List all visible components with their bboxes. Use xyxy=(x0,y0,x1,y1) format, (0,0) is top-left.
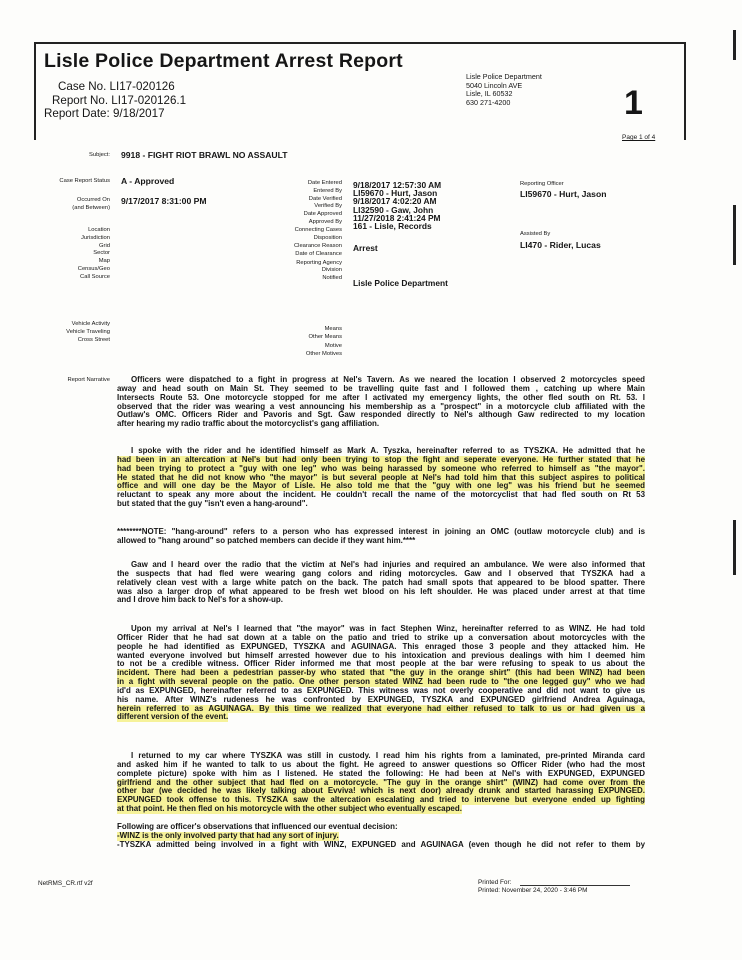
narrative-line-highlighted: -WINZ is the only involved party that had any sort of injury. xyxy=(117,830,339,840)
narrative-line-highlighted: He stated that he did not know who "the mayor" is but several people at Nel's had told him that this subject aspires to political xyxy=(117,472,645,482)
narrative-line: and asked him if he wanted to talk to us about the fight. He agreed to answer questions so Officer Rider (who had the most xyxy=(117,759,645,769)
narrative-line: but stated that the guy "isn't even a hang-around". xyxy=(117,499,308,509)
narrative-line: ********NOTE: "hang-around" refers to a person who has expressed interest in joining an OMC (outlaw motorcycle club) and is xyxy=(117,527,645,536)
reporting-officer-value: LI59670 - Hurt, Jason xyxy=(520,189,607,199)
print-info xyxy=(478,879,587,894)
narrative-line: the suspects that had fled were wearing gang colors and riding motorcycles. Gaw and I observed that TYSZKA had a xyxy=(117,568,645,578)
field-label: Date of Clearance xyxy=(295,250,342,257)
narrative-line: Gaw and I heard over the radio that the victim at Nel's had injuries and required an ambulance. We were also informed that xyxy=(131,560,645,569)
field-label: Division xyxy=(321,267,342,274)
field-value: 9/18/2017 4:02:20 AM xyxy=(353,196,437,207)
field-value xyxy=(353,295,448,303)
occurred-on-label: Occurred On xyxy=(76,197,110,203)
narrative-line-highlighted: other bar (we decided he was likely talking about Evviva! which is next door) already drunk and started harassing EXPUNGED. xyxy=(117,786,645,796)
narrative-line-highlighted: different version of the event. xyxy=(117,712,229,722)
address-line: Lisle, IL 60532 xyxy=(466,89,513,99)
narrative-line: after hearing my radio traffic about the motorcyclist's gang affiliation. xyxy=(117,419,380,429)
field-label: Clearance Reason xyxy=(293,243,342,249)
narrative-paragraph-1 xyxy=(117,376,645,429)
motive-labels xyxy=(250,325,342,359)
record-labels xyxy=(250,180,342,283)
case-number: Case No. LI17-020126 xyxy=(58,80,175,93)
record-values xyxy=(353,181,448,303)
field-label: Census/Geo xyxy=(77,265,110,272)
narrative-line-highlighted: at that point. He then fled on his motorcycle with the other subject who eventually escaped. xyxy=(117,804,462,814)
field-label: Date Verified xyxy=(308,195,342,202)
narrative-line: Outlaw's OMC. Officers Rider and Pavoris and Sgt. Gaw responded directly to Nel's although Gaw redirected to my location xyxy=(117,410,645,420)
narrative-line-highlighted: had been trying to protect a "guy with one leg" who was being harassed by someone who referred to himself as "the mayor". xyxy=(117,463,645,473)
field-value: 11/27/2018 2:41:24 PM xyxy=(353,212,441,223)
narrative-line: his name. After WINZ's rudeness he was confronted by EXPUNGED, TYSZKA and EXPUNGED girlfriend Andrea Aguinaga, xyxy=(117,694,645,704)
field-label: Reporting Agency xyxy=(296,259,342,266)
subject-label: Subject: xyxy=(89,152,110,158)
narrative-line: observed that the rider was wearing a vest announcing his membership as a "prospect" in a motorcycle club affiliated with the xyxy=(117,401,645,411)
field-label: Notified xyxy=(322,275,342,281)
narrative-line-highlighted: incident. There had been a pedestrian passer-by who stated that "the guy in the orange shirt" (this had been WINZ) had been xyxy=(117,668,645,678)
narrative-paragraph-4 xyxy=(117,625,645,722)
department-address xyxy=(466,73,542,108)
field-value: 161 - Lisle, Records xyxy=(353,220,432,231)
location-labels xyxy=(40,227,110,282)
field-label: Sector xyxy=(93,250,110,257)
field-label: Other Means xyxy=(308,334,342,341)
field-label: Verified By xyxy=(314,203,342,210)
field-label: Vehicle Activity xyxy=(71,321,110,327)
narrative-line: Officers were dispatched to a fight in progress at Nel's Tavern. As we neared the location I observed 2 motorcycles speed xyxy=(131,375,645,384)
form-identifier: NetRMS_CR.rtf v2f xyxy=(38,880,93,887)
narrative-line-highlighted: EXPUNGED took offense to this. TYSZKA saw the altercation escalating and tried to intervene but everyone ended up fighting xyxy=(117,795,645,805)
narrative-label: Report Narrative xyxy=(67,377,110,383)
report-title: Lisle Police Department Arrest Report xyxy=(44,50,403,72)
field-label: Date Entered xyxy=(307,180,342,186)
narrative-line: -TYSZKA admitted being involved in a fight with WINZ, EXPUNGED and AGUINAGA (even though he did not refer to them by xyxy=(117,839,645,849)
field-label: Date Approved xyxy=(303,211,342,217)
field-value: LI32590 - Gaw, John xyxy=(353,204,434,215)
field-label: Jurisdiction xyxy=(81,234,110,241)
narrative-paragraph-3 xyxy=(117,561,645,605)
field-label: Grid xyxy=(99,242,110,249)
field-value xyxy=(353,261,448,269)
narrative-line-highlighted: herein referred to as AGUINAGA. By this time we realized that everyone had either refused to talk to us or had given us a xyxy=(117,703,645,713)
field-label: Cross Street xyxy=(77,336,110,343)
narrative-line-highlighted: had been in an altercation at Nel's but had only been trying to stop the fight and seperate everyone. He further stated that he xyxy=(117,454,645,464)
narrative-note xyxy=(117,528,645,546)
narrative-line-highlighted: office and will one day be the Mayor of Lisle. He also told me that the "guy with one leg" was his friend but he seemed xyxy=(117,481,645,491)
field-label: Entered By xyxy=(313,187,342,194)
address-line: 5040 Lincoln AVE xyxy=(466,80,523,90)
narrative-line: id'd as EXPUNGED, hereinafter referred to as EXPUNGED. This witness was not overly cooperative and did not want to give us xyxy=(117,685,645,695)
report-date: Report Date: 9/18/2017 xyxy=(44,107,165,120)
narrative-line: was also a larger drop of what appeared to be fresh wet blood on his left shoulder. He was placed under arrest at that time xyxy=(117,586,645,596)
field-value: LI59670 - Hurt, Jason xyxy=(353,188,438,199)
assisted-by-value: LI470 - Rider, Lucas xyxy=(520,240,601,250)
page-indicator: Page 1 of 4 xyxy=(622,134,656,141)
narrative-line: people he had identified as EXPUNGED, TYSZKA and AGUINAGA. This enraged those 3 people and they attacked him. He xyxy=(117,641,645,651)
field-value: 9/18/2017 12:57:30 AM xyxy=(353,180,442,190)
report-number: Report No. LI17-020126.1 xyxy=(52,93,187,107)
field-value xyxy=(353,287,448,295)
narrative-line: to not be a credible witness. Officer Rider informed me that most people at the bar were refusing to speak to us about the xyxy=(117,659,645,669)
address-line: 630 271-4200 xyxy=(466,98,511,108)
narrative-line: wanted everyone involved but himself arrested however due to his intoxication and previous dealings with him I deemed him xyxy=(117,650,645,660)
report-sequence-number: 1 xyxy=(624,84,643,122)
field-label: Call Source xyxy=(80,273,110,280)
narrative-observations xyxy=(117,823,645,850)
field-value xyxy=(353,230,448,238)
narrative-line: I returned to my car where TYSZKA was still in custody. I read him his rights from a laminated, pre-printed Miranda card xyxy=(131,751,645,760)
address-line: Lisle Police Department xyxy=(466,72,542,81)
printed-for-label: Printed For: xyxy=(478,879,512,886)
vehicle-labels xyxy=(40,321,110,344)
case-status-value: A - Approved xyxy=(121,176,175,186)
narrative-paragraph-2 xyxy=(117,447,645,509)
assisted-by-label: Assisted By xyxy=(520,231,551,237)
narrative-line: and I drove him back to Nel's for a show-up. xyxy=(117,595,283,605)
occurred-on-value: 9/17/2017 8:31:00 PM xyxy=(121,196,207,206)
narrative-line-highlighted: girlfriend and the other subject that had fled on a motorcycle. "The guy in the orange shirt" (WINZ) had come over from the xyxy=(117,777,645,787)
field-label: Connecting Cases xyxy=(294,226,342,233)
case-status-label: Case Report Status xyxy=(59,178,110,184)
narrative-line-highlighted: in a fight with several people on the patio. One other person stated WINZ had been rude to "the one legged guy" who we had xyxy=(117,677,645,687)
narrative-line: complete picture) spoke with him as I listened. He stated the following: He had been at Nel's with EXPUNGED, EXPUNGED xyxy=(117,768,645,778)
field-label: Motive xyxy=(324,342,342,349)
field-value xyxy=(353,253,448,261)
and-between-label: (and Between) xyxy=(72,205,110,211)
field-label: Approved By xyxy=(308,218,342,225)
field-label: Map xyxy=(98,258,110,265)
narrative-line: Intersects Route 53. One motorcycle stopped for me after I activated my emergency lights, the other fled south on Rt. 53. I xyxy=(117,392,645,402)
field-label: Means xyxy=(324,326,342,332)
narrative-line: I spoke with the rider and he identified himself as Mark A. Tyszka, hereinafter referred to as TYSZKA. He admitted that he xyxy=(131,446,645,455)
narrative-line: Following are officer's observations that influenced our eventual decision: xyxy=(117,822,398,831)
scan-edge-mark xyxy=(733,520,736,575)
field-label: Location xyxy=(88,227,110,233)
narrative-line: Officer Rider that he had sat down at a table on the patio and tried to strike up a conversation about motorcycles with the xyxy=(117,632,645,642)
narrative-line: reluctant to speak any more about the incident. He couldn't recall the name of the motorcyclist that had fled south on Rt 53 xyxy=(117,490,645,500)
field-label: Other Motives xyxy=(305,351,342,358)
scan-edge-mark xyxy=(733,205,736,265)
narrative-line: allowed to "hang around" so patched members can decide if they want him.**** xyxy=(117,535,416,545)
narrative-paragraph-5 xyxy=(117,752,645,814)
printed-date: Printed: November 24, 2020 - 3:46 PM xyxy=(478,886,588,894)
subject-value: 9918 - FIGHT RIOT BRAWL NO ASSAULT xyxy=(121,150,288,160)
field-label: Disposition xyxy=(313,235,342,242)
reporting-officer-label: Reporting Officer xyxy=(520,181,564,187)
disposition-value: Arrest xyxy=(353,243,378,254)
narrative-line: Upon my arrival at Nel's I learned that "the mayor" was in fact Stephen Winz, hereinafter referred to as WINZ. He had told xyxy=(131,624,645,633)
reporting-agency-value: Lisle Police Department xyxy=(353,277,448,288)
field-label: Vehicle Traveling xyxy=(66,328,110,335)
scan-edge-mark xyxy=(733,30,736,60)
narrative-line: away and head south on Main St. They seemed to be travelling quite fast and I followed them , catching up where Main xyxy=(117,383,645,393)
printed-for-line xyxy=(520,885,630,886)
case-identifiers xyxy=(44,80,187,121)
narrative-line: relatively clean vest with a large white patch on the back. The patch had small spots that appeared to be blood spatter. There xyxy=(117,577,645,587)
